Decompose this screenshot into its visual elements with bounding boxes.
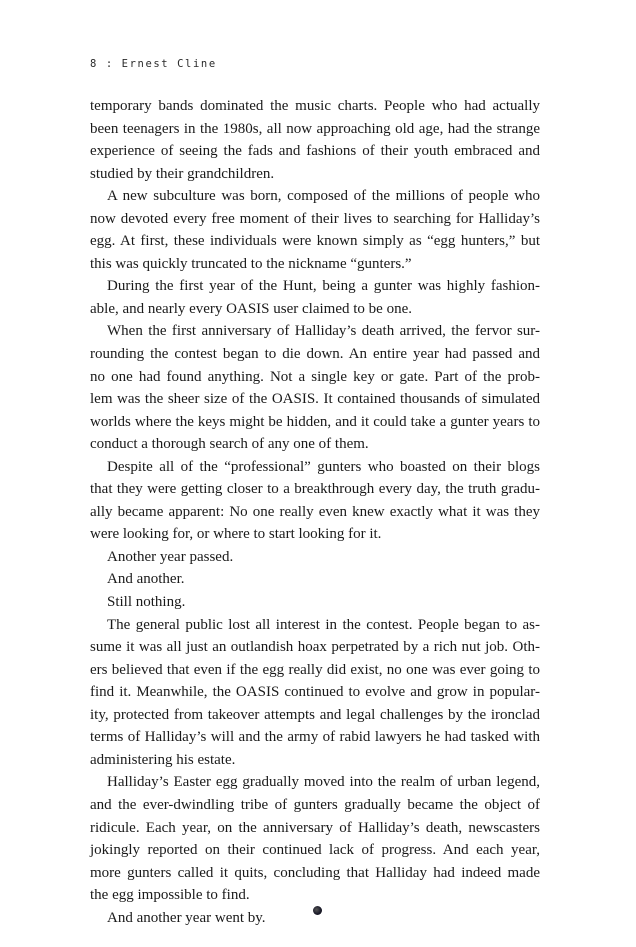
text-line: been teenagers in the 1980s, all now approaching old age, had the strange [90,120,540,137]
body-text [90,95,540,929]
text-line: no one had found anything. Not a single key or gate. Part of the prob- [90,368,540,385]
text-line: During the first year of the Hunt, being a gunter was highly fashion- [107,278,540,295]
text-line: more gunters called it quits, concluding that Halliday had indeed made [90,864,540,881]
text-line: ally became apparent: No one really even knew exactly what it was they [90,503,540,520]
paragraph [90,185,540,275]
text-line: jokingly reported on their continued lack of progress. And each year, [90,842,540,859]
text-line: Despite all of the “professional” gunters who boasted on their blogs [107,458,540,475]
text-line: able, and nearly every OASIS user claimed to be one. [90,300,412,317]
text-line: When the first anniversary of Halliday’s death arrived, the fervor sur- [107,323,540,340]
text-line: temporary bands dominated the music charts. People who had actually [90,98,540,114]
paragraph [90,771,540,906]
text-line: A new subculture was born, composed of the millions of people who [107,188,540,205]
text-line: studied by their grandchildren. [90,165,275,182]
text-line: Halliday’s Easter egg gradually moved into the realm of urban legend, [107,774,540,791]
text-line: Still nothing. [107,594,186,611]
text-line: ers believed that even if the egg really did exist, no one was ever going to [90,661,540,678]
text-line: and the ever-dwindling tribe of gunters gradually became the object of [90,796,540,813]
text-line: terms of Halliday’s will and the army of rabid lawyers he had tasked with [90,729,540,746]
text-line: Another year passed. [107,548,234,565]
text-line: And another year went by. [107,909,266,926]
text-line: egg. At first, these individuals were known simply as “egg hunters,” but [90,233,540,250]
text-line: sume it was all just an outlandish hoax perpetrated by a rich nut job. Oth- [90,639,540,656]
paragraph [90,546,540,569]
text-line: now devoted every free moment of their lives to searching for Halliday’s [90,210,540,227]
text-line: administering his estate. [90,751,236,768]
text-line: experience of seeing the fads and fashions of their youth embraced and [90,143,540,160]
text-line: rounding the contest began to die down. An entire year had passed and [90,346,540,363]
paragraph [90,95,540,185]
text-line: lem was the sheer size of the OASIS. It contained thousands of simulated [90,391,540,408]
paragraph [90,275,540,320]
paragraph [90,320,540,455]
paragraph [90,591,540,614]
text-line: The general public lost all interest in the contest. People began to as- [107,616,540,633]
running-head: 8 : Ernest Cline [90,58,217,70]
text-line: worlds where the keys might be hidden, and it could take a gunter years to [90,413,540,430]
text-line: ity, protected from takeover attempts and legal challenges by the ironclad [90,706,540,723]
text-line: ridicule. Each year, on the anniversary of Halliday’s death, newscasters [90,819,540,836]
text-line: this was quickly truncated to the nickname “gunters.” [90,255,412,272]
page-ornament [313,906,322,915]
text-line: that they were getting closer to a breakthrough every day, the truth gradu- [90,481,540,498]
text-line: find it. Meanwhile, the OASIS continued to evolve and grow in popular- [90,684,540,701]
text-line: were looking for, or where to start looking for it. [90,526,382,543]
text-line: conduct a thorough search of any one of them. [90,436,369,453]
text-line: the egg impossible to find. [90,887,250,904]
paragraph [90,568,540,591]
paragraph [90,614,540,772]
paragraph [90,456,540,546]
text-line: And another. [107,571,185,588]
